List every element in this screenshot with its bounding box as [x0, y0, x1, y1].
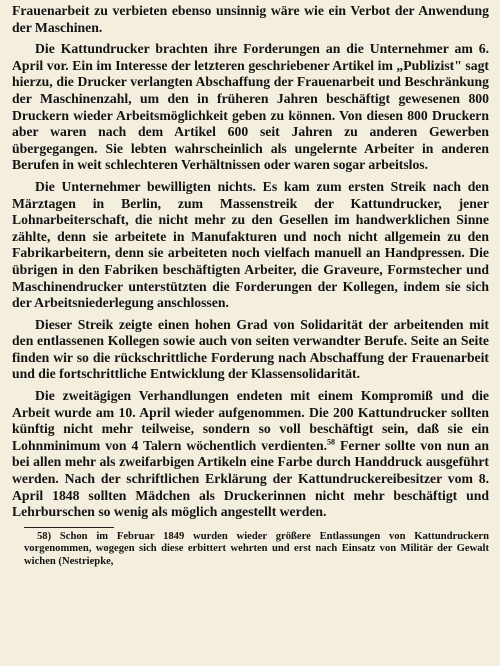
- footnote-58: 58) Schon im Februar 1849 wurden wieder größere Entlassungen von Kattundruckern vorgenommen, wogegen sich diese erbittert wehrten und erst nach Einsatz von Militär der Gewalt wichen (Nestriepke,: [24, 530, 489, 567]
- footnote-reference: 58: [327, 437, 336, 447]
- paragraph-solidarity: Dieser Streik zeigte einen hohen Grad von Solidarität der arbeitenden mit den entlassenen Kollegen sowie auch von seiten verwandter Berufe. Seite an Seite finden wir so die rückschrittliche Forderung nach Abschaffung der Frauenarbeit und die fortschrittliche Entwicklung der Klassensolidarität.: [12, 316, 489, 382]
- footnote-divider: [24, 527, 114, 528]
- negotiations-text-after-note: Ferner sollte von nun an bei allen mehr als zweifarbigen Artikeln eine Farbe durch Handdruck ausgeführt werden. Nach der schriftlichen Erklärung der Kattundruckereibesitzer vom 8. April 1848 sollten Mädchen als Druckerinnen nicht mehr beschäftigt und Lehrburschen so wenig als möglich angestellt werden.: [12, 437, 489, 520]
- paragraph-negotiations: Die zweitägigen Verhandlungen endeten mit einem Kompromiß und die Arbeit wurde am 10. April wieder aufgenommen. Die 200 Kattundrucker sollten künftig nicht mehr teilweise, sondern so voll beschäftigt sein, daß sie ein Lohnminimum von 4 Talern wöchentlich verdienten.$^{58}$ Ferner sollte von nun an bei allen mehr als zweifarbigen Artikeln eine Farbe durch Handdruck ausgeführt werden. Nach der schriftlichen Erklärung der Kattundruckereibesitzer vom 8. April 1848 sollten Mädchen als Druckerinnen nicht mehr beschäftigt und Lehrburschen so wenig als möglich angestellt werden.: [12, 388, 489, 520]
- negotiations-text-before-note: Die zweitägigen Verhandlungen endeten mit einem Kompromiß und die Arbeit wurde am 10. April wieder aufgenommen. Die 200 Kattundrucker sollten künftig nicht mehr teilweise, sondern so voll beschäftigt sein, daß sie ein Lohnminimum von 4 Talern wöchentlich verdienten: [12, 388, 489, 453]
- paragraph-strike: Die Unternehmer bewilligten nichts. Es kam zum ersten Streik nach den Märztagen in Berlin, zum Massenstreik der Kattundrucker, jener Lohnarbeiterschaft, die nicht mehr zu den Gesellen im handwerklichen Sinne zählte, denn sie arbeitete in Manufakturen und noch nicht allgemein zu den Fabrikarbeitern, denn sie arbeiteten noch vielfach manuell an Handpressen. Die übrigen in den Fabriken beschäftigten Arbeiter, die Graveure, Formstecher und Maschinendrucker unterstützten die Forderungen der Kollegen, indem sie sich der Arbeitsniederlegung anschlossen.: [12, 178, 489, 311]
- paragraph-demands: Die Kattundrucker brachten ihre Forderungen an die Unternehmer am 6. April vor. Ein im Interesse der letzteren geschriebener Artikel im „Publizist" sagt hierzu, die Drucker verlangten Abschaffung der Frauenarbeit und Beschränkung der Maschinenzahl, um den in früheren Jahren beschäftigt gewesenen 800 Druckern wieder Arbeitsmöglichkeit geben zu können. Von diesen 800 Druckern aber waren nach dem Artikel 600 seit Jahren zu anderen Gewerben übergegangen. Sie lebten wahrscheinlich als ungelernte Arbeiter in anderen Berufen in weit schlechteren Verhältnissen oder waren sogar arbeitslos.: [12, 41, 489, 173]
- paragraph-continuation: Frauenarbeit zu verbieten ebenso unsinnig wäre wie ein Verbot der Anwendung der Maschinen.: [12, 3, 489, 35]
